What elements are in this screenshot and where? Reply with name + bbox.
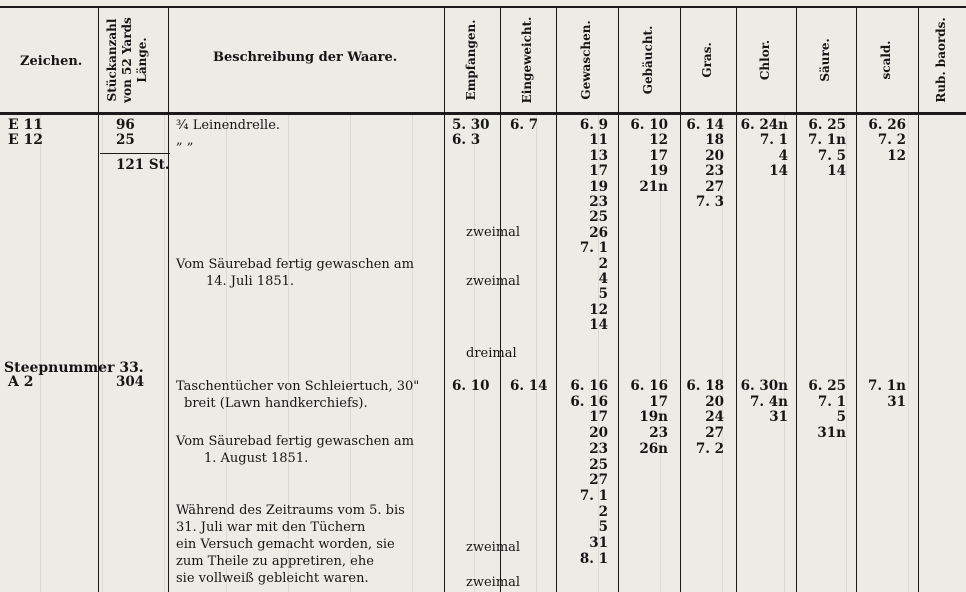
a-gewaschen-date: 20 bbox=[589, 425, 608, 442]
a-note-line: 1. August 1851. bbox=[204, 451, 309, 466]
a-gebaeucht-date: 19n bbox=[639, 409, 668, 426]
a-gewaschen-date: 31 bbox=[589, 535, 608, 551]
row-a2-empfangen: 6. 10 bbox=[452, 378, 490, 394]
a-gewaschen-date: 27 bbox=[589, 472, 608, 489]
a-gewaschen-date: 25 bbox=[589, 456, 608, 473]
a-note-line: ein Versuch gemacht worden, sie bbox=[176, 537, 395, 552]
a-note-line: sie vollweiß gebleicht waren. bbox=[176, 571, 369, 586]
a-gewaschen-date: 6. 16 bbox=[570, 378, 608, 394]
a-chlor-date: 7. 4n bbox=[749, 393, 788, 410]
header-stueckanzahl-line: von 52 Yards bbox=[120, 17, 134, 103]
e-gebaeucht-date: 19 bbox=[649, 163, 668, 180]
row-e12-empfangen: 6. 3 bbox=[452, 132, 481, 148]
e-chlor-date: 6. 24n bbox=[740, 117, 788, 133]
e-gras-date: 23 bbox=[705, 163, 724, 180]
row-e12-zeichen: E 12 bbox=[8, 132, 44, 148]
a-note-line: zum Theile zu appretiren, ehe bbox=[176, 554, 374, 569]
a-gewaschen-date: 17 bbox=[589, 409, 608, 426]
row-e11-desc: ³⁄₄ Leinendrelle. bbox=[176, 118, 281, 133]
e-saeure-date: 6. 25 bbox=[808, 117, 846, 133]
row-e11-anzahl: 96 bbox=[116, 117, 135, 133]
e-saeure-date: 7. 1n bbox=[807, 132, 846, 148]
a-gras-date: 27 bbox=[705, 425, 724, 442]
e-scald-date: 12 bbox=[887, 147, 906, 164]
a-gewaschen-date: 2 bbox=[598, 503, 608, 520]
steepnummer-label: Steepnummer 33. bbox=[4, 360, 144, 376]
header-gebaeucht: Gebäucht. bbox=[641, 25, 655, 95]
header-chlor: Chlor. bbox=[758, 39, 772, 81]
a-gras-date: 24 bbox=[705, 409, 724, 426]
row-a2-desc-line: breit (Lawn handkerchiefs). bbox=[184, 396, 368, 411]
e-saeure-date: 7. 5 bbox=[817, 148, 846, 164]
row-e11-empfangen: 5. 30 bbox=[452, 117, 490, 133]
e-gras-date: 6. 14 bbox=[686, 117, 724, 133]
a-saeure-date: 31n bbox=[817, 425, 846, 442]
header-stueckanzahl-line: Stückanzahl bbox=[105, 18, 119, 102]
a-gras-date: 6. 18 bbox=[686, 378, 724, 394]
header-stueckanzahl-line: Länge. bbox=[135, 37, 149, 83]
e-gras-date: 20 bbox=[705, 147, 724, 164]
row-a2-zeichen: A 2 bbox=[8, 374, 34, 390]
a-gebaeucht-date: 26n bbox=[639, 440, 668, 457]
e-note-zweimal-1: zweimal bbox=[466, 225, 521, 240]
a-note-text-2 bbox=[176, 502, 405, 587]
a-saeure-date: 5 bbox=[836, 409, 846, 426]
header-beschreibung: Beschreibung der Waare. bbox=[213, 50, 398, 65]
row-e11-zeichen: E 11 bbox=[8, 117, 44, 133]
e-gewaschen-date: 11 bbox=[589, 132, 608, 149]
a-chlor-date: 6. 30n bbox=[740, 378, 788, 394]
e-scald-date: 6. 26 bbox=[868, 117, 906, 133]
e-gewaschen-date: 26 bbox=[589, 224, 608, 241]
header-empfangen: Empfangen. bbox=[464, 19, 478, 101]
a-gebaeucht-date: 6. 16 bbox=[630, 378, 668, 394]
e-gewaschen-date: 2 bbox=[598, 255, 608, 272]
a-note-zweimal-2: zweimal bbox=[466, 575, 521, 590]
e-gebaeucht-date: 6. 10 bbox=[630, 117, 668, 133]
a-note-line: 31. Juli war mit den Tüchern bbox=[176, 520, 366, 535]
e-gewaschen-date: 6. 9 bbox=[579, 117, 608, 133]
a-gewaschen-date: 7. 1 bbox=[579, 487, 608, 504]
a-gras-date: 7. 2 bbox=[695, 440, 724, 457]
a-saeure-date: 6. 25 bbox=[808, 378, 846, 394]
row-a2-eingeweicht: 6. 14 bbox=[510, 378, 548, 394]
e-gewaschen-date: 5 bbox=[598, 286, 608, 303]
a-scald-date: 31 bbox=[887, 393, 906, 410]
e-gewaschen-date: 17 bbox=[589, 163, 608, 180]
e-gras-date: 7. 3 bbox=[695, 194, 724, 210]
e-gewaschen-date: 25 bbox=[589, 209, 608, 226]
e-chlor-date: 7. 1 bbox=[759, 132, 788, 148]
e-gewaschen-date: 23 bbox=[589, 194, 608, 210]
e-gebaeucht-date: 17 bbox=[649, 147, 668, 164]
e-scald-date: 7. 2 bbox=[877, 132, 906, 149]
a-scald-date: 7. 1n bbox=[867, 378, 906, 394]
e-gebaeucht-date: 12 bbox=[649, 132, 668, 149]
e-note-text bbox=[176, 256, 414, 290]
row-e11-eingeweicht: 6. 7 bbox=[510, 117, 539, 133]
e-note-line: 14. Juli 1851. bbox=[206, 274, 295, 289]
e-gewaschen-date: 19 bbox=[589, 178, 608, 195]
header-scald: scald. bbox=[879, 40, 893, 80]
sum-stueck: 121 St. bbox=[116, 157, 170, 173]
header-zeichen: Zeichen. bbox=[20, 54, 83, 69]
header-eingeweicht: Eingeweicht. bbox=[520, 16, 534, 104]
e-gewaschen-date: 7. 1 bbox=[579, 240, 608, 257]
e-note-line: Vom Säurebad fertig gewaschen am bbox=[176, 257, 414, 272]
a-chlor-date: 31 bbox=[769, 409, 788, 426]
a-note-line: Während des Zeitraums vom 5. bis bbox=[176, 503, 405, 518]
a-gewaschen-date: 5 bbox=[598, 519, 608, 536]
row-a2-anzahl: 304 bbox=[116, 374, 145, 390]
header-gewaschen: Gewaschen. bbox=[579, 20, 593, 100]
e-note-zweimal-2: zweimal bbox=[466, 274, 521, 289]
e-gras-date: 18 bbox=[705, 132, 724, 149]
row-a2-desc bbox=[176, 378, 419, 412]
e-saeure-date: 14 bbox=[827, 163, 846, 179]
e-gewaschen-date: 4 bbox=[598, 271, 608, 287]
e-gebaeucht-date: 21n bbox=[639, 178, 668, 195]
row-e12-desc: „ „ bbox=[176, 133, 194, 148]
a-note-line: Vom Säurebad fertig gewaschen am bbox=[176, 434, 414, 449]
a-note-zweimal-1: zweimal bbox=[466, 540, 521, 555]
e-gewaschen-date: 14 bbox=[589, 317, 608, 334]
a-gewaschen-date: 8. 1 bbox=[579, 550, 608, 567]
e-gewaschen-date: 13 bbox=[589, 147, 608, 164]
header-saeure: Säure. bbox=[818, 38, 832, 82]
e-gewaschen-date: 12 bbox=[589, 301, 608, 318]
header-stueckanzahl bbox=[99, 8, 168, 112]
e-gras-date: 27 bbox=[705, 178, 724, 195]
row-e12-anzahl: 25 bbox=[116, 132, 135, 148]
a-gebaeucht-date: 23 bbox=[649, 425, 668, 442]
a-note-text-1 bbox=[176, 433, 414, 467]
e-note-dreimal: dreimal bbox=[466, 346, 517, 361]
e-chlor-date: 4 bbox=[778, 148, 788, 164]
a-gebaeucht-date: 17 bbox=[649, 393, 668, 410]
header-rub-baords: Rub. baords. bbox=[934, 17, 948, 103]
e-chlor-date: 14 bbox=[769, 163, 788, 179]
a-gewaschen-date: 6. 16 bbox=[570, 393, 608, 410]
a-saeure-date: 7. 1 bbox=[817, 393, 846, 410]
a-gras-date: 20 bbox=[705, 393, 724, 410]
row-a2-desc-line: Taschentücher von Schleiertuch, 30" bbox=[176, 379, 420, 394]
a-gewaschen-date: 23 bbox=[589, 440, 608, 457]
header-gras: Gras. bbox=[700, 42, 714, 78]
